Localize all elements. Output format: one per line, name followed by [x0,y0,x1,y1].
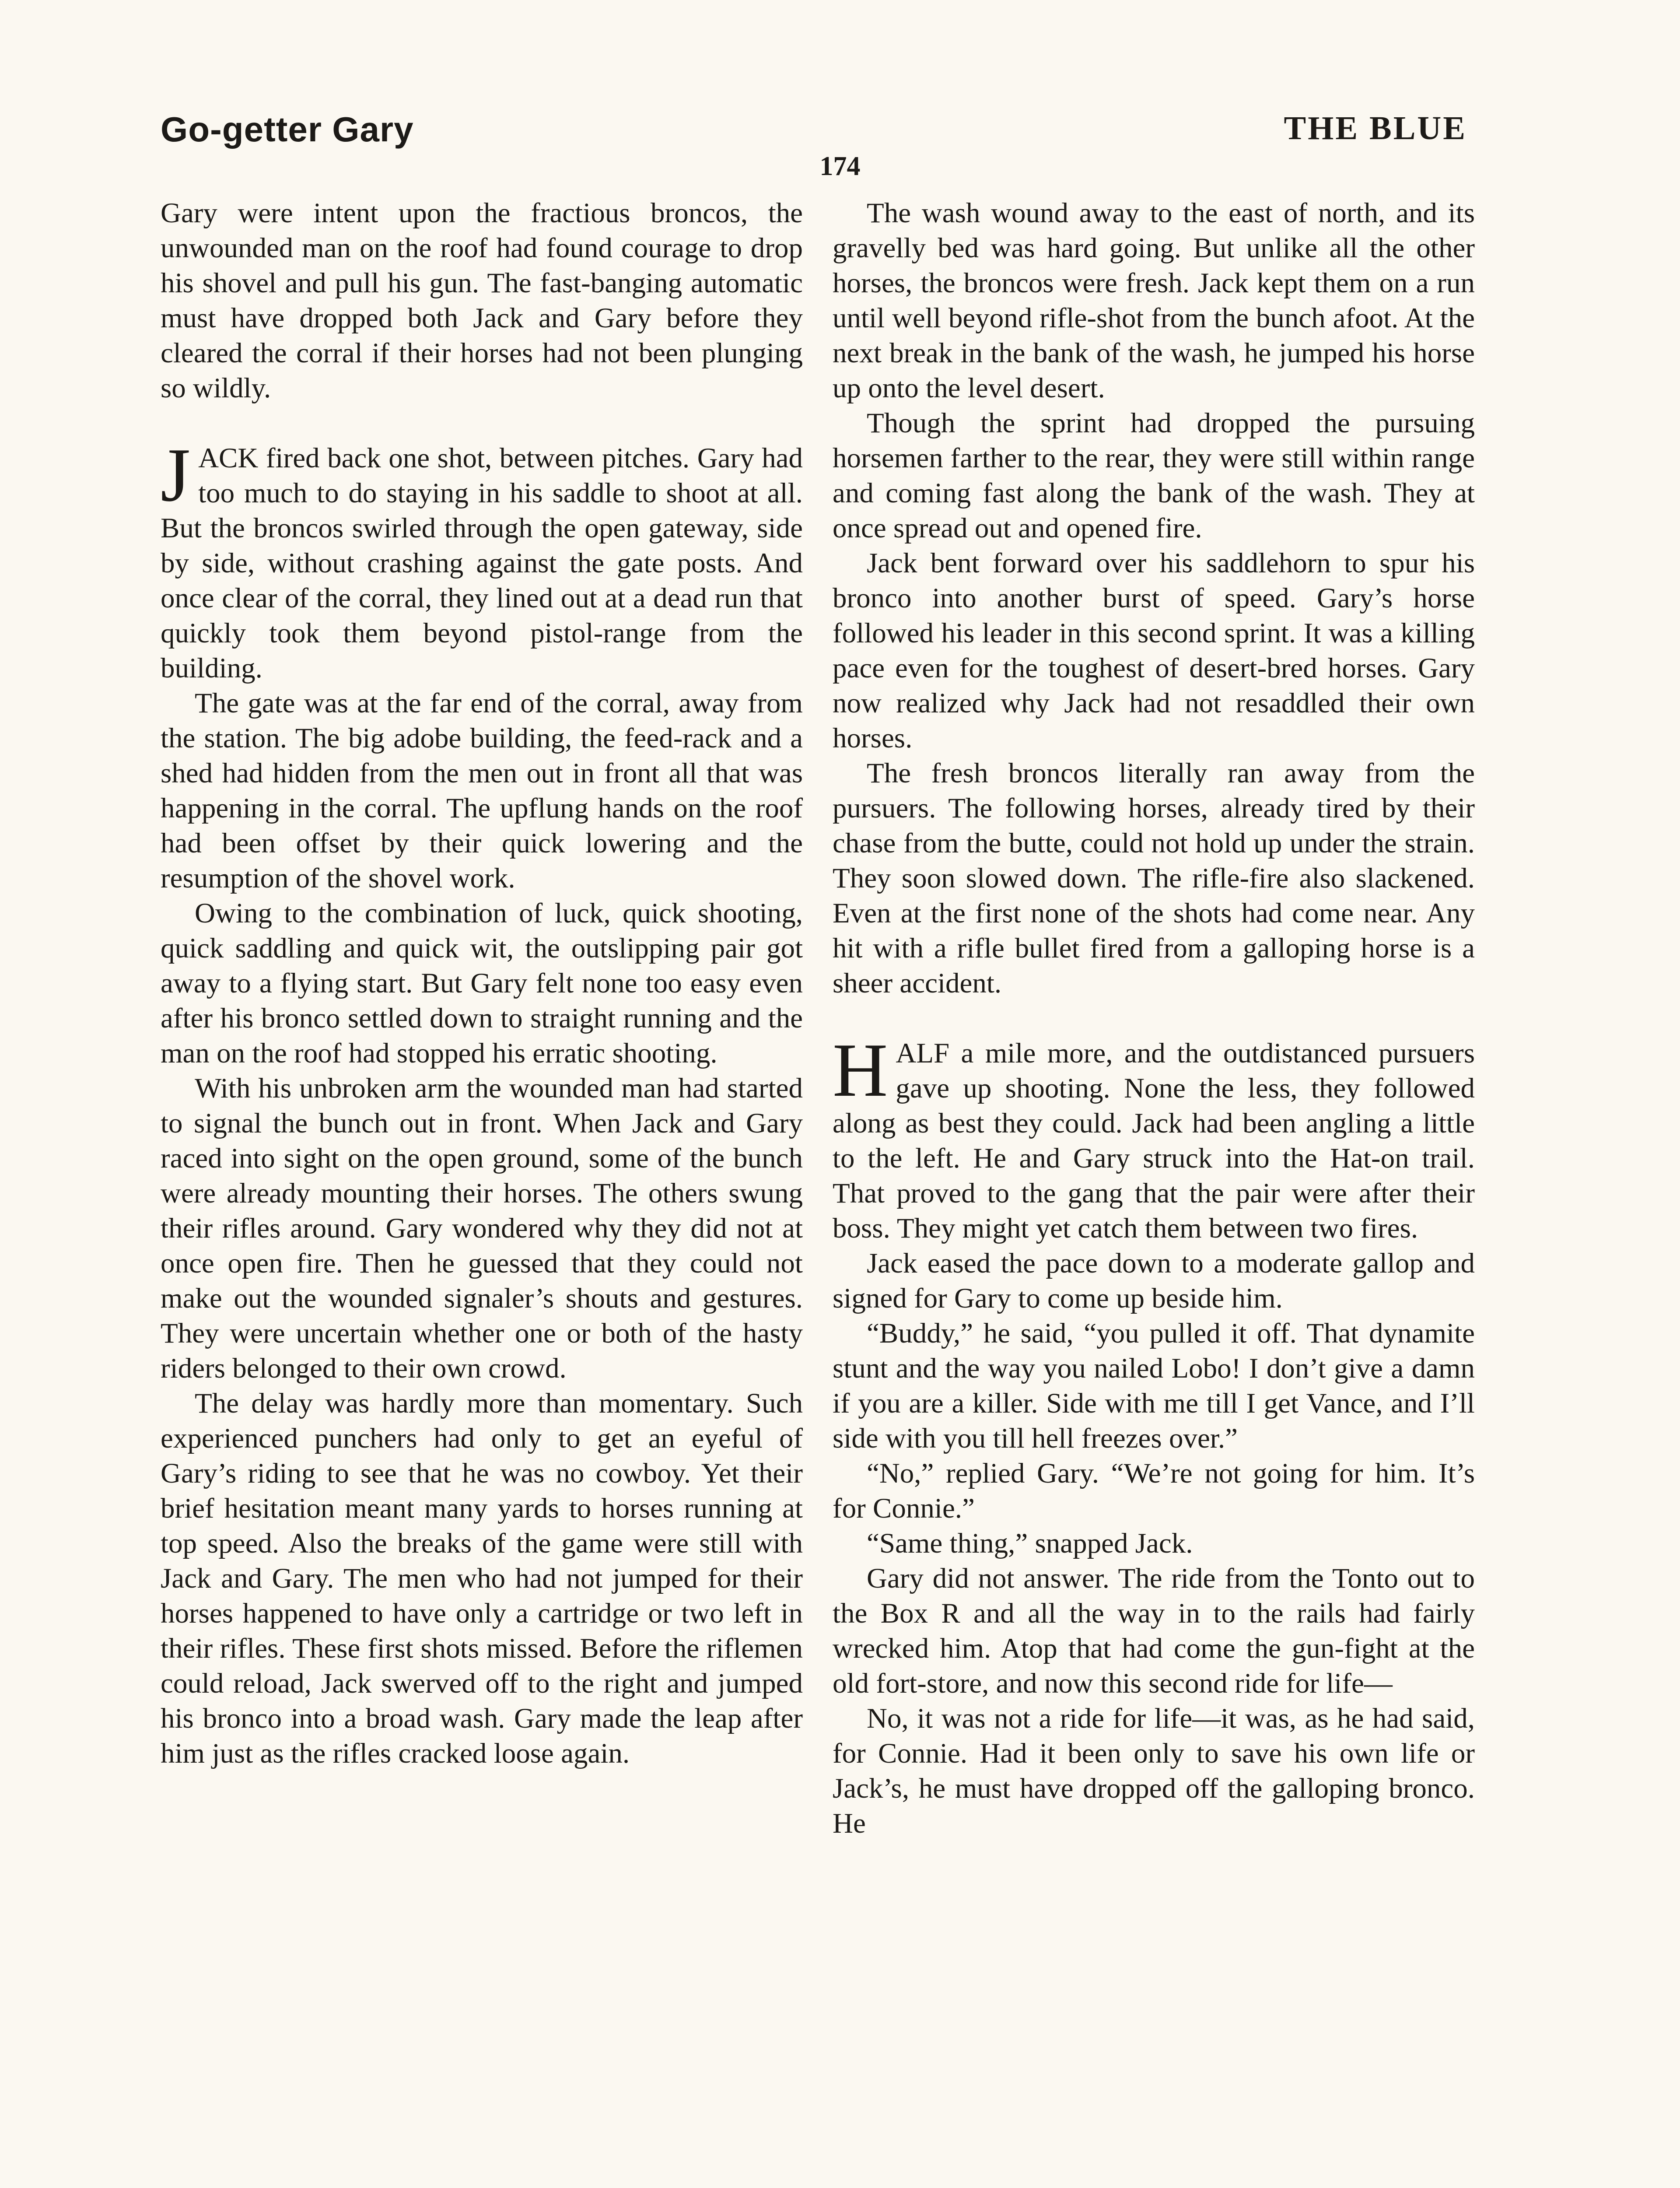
paragraph: Gary did not answer. The ride from the Tonto out to the Box R and all the way in to the rails had fairly wrecked him. Atop that had come the gun-fight at the old fort-store, and now this second ride for life— [833,1563,1475,1699]
paragraph: With his unbroken arm the wounded man had started to signal the bunch out in front. When Jack and Gary raced into sight on the open ground, some of the bunch were already mounting their horses. The others swung their rifles around. Gary wondered why they did not at once open fire. Then he guessed that they could not make out the wounded signaler’s shouts and gestures. They were uncertain whether one or both of the hasty riders belonged to their own crowd. [161,1073,803,1384]
running-title: Go-getter Gary [161,110,414,149]
paragraph: Though the sprint had dropped the pursuing horsemen farther to the rear, they were still within range and coming fast along the bank of the wash. They at once spread out and opened fire. [833,407,1475,544]
paragraph: Gary were intent upon the fractious broncos, the unwounded man on the roof had found courage to drop his shovel and pull his gun. The fast-banging automatic must have dropped both Jack and Gary before they cleared the corral if their horses had not been plunging so wildly. [161,197,803,404]
paragraph: Jack eased the pace down to a moderate gallop and signed for Gary to come up beside him. [833,1248,1475,1314]
paragraph-text: ACK fired back one shot, between pitches. Gary had too much to do staying in his saddle to shoot at all. But the broncos swirled through the open gateway, side by side, without crashing against the gate posts. And once clear of the corral, they lined out at a dead run that quickly took them beyond pistol-range from the building. [161,442,803,684]
right-column [833,196,1475,1841]
paragraph-dropcap [161,432,803,686]
paragraph: The fresh broncos literally ran away from the pursuers. The following horses, already tired by their chase from the butte, could not hold up under the strain. They soon slowed down. The rifle-fire also slackened. Even at the first none of the shots had come near. Any hit with a rifle bullet fired from a galloping horse is a sheer accident. [833,757,1475,999]
paragraph: The gate was at the far end of the corral, away from the station. The big adobe building, the feed-rack and a shed had hidden from the men out in front all that was happening in the corral. The upflung hands on the roof had been offset by their quick lowering and the resumption of the shovel work. [161,687,803,894]
paragraph: The wash wound away to the east of north, and its gravelly bed was hard going. But unlike all the other horses, the broncos were fresh. Jack kept them on a run until well beyond rifle-shot from the bunch afoot. At the next break in the bank of the wash, he jumped his horse up onto the level desert. [833,197,1475,404]
drop-cap: H [833,1027,888,1112]
magazine-name: THE BLUE [1284,110,1467,147]
paragraph-dropcap [833,1027,1475,1246]
drop-cap: J [161,432,191,517]
paragraph: “No,” replied Gary. “We’re not going for him. It’s for Connie.” [833,1458,1475,1524]
paragraph: “Same thing,” snapped Jack. [867,1528,1193,1559]
left-column [161,196,803,1771]
paragraph: No, it was not a ride for life—it was, as he had said, for Connie. Had it been only to save his own life or Jack’s, he must have dropped off the galloping bronco. He [833,1703,1475,1839]
paragraph: The delay was hardly more than momentary. Such experienced punchers had only to get an eyeful of Gary’s riding to see that he was no cowboy. Yet their brief hesitation meant many yards to horses running at top speed. Also the breaks of the game were still with Jack and Gary. The men who had not jumped for their horses happened to have only a cartridge or two left in their rifles. These first shots missed. Before the riflemen could reload, Jack swerved off to the right and jumped his bronco into a broad wash. Gary made the leap after him just as the rifles cracked loose again. [161,1388,803,1769]
paragraph: Jack bent forward over his saddlehorn to spur his bronco into another burst of speed. Gary’s horse followed his leader in this second sprint. It was a killing pace even for the toughest of desert-bred horses. Gary now realized why Jack had not resaddled their own horses. [833,547,1475,754]
paragraph: Owing to the combination of luck, quick shooting, quick saddling and quick wit, the outslipping pair got away to a flying start. But Gary felt none too easy even after his bronco settled down to straight running and the man on the roof had stopped his erratic shooting. [161,898,803,1069]
page-number: 174 [819,151,861,181]
paragraph-text: ALF a mile more, and the outdistanced pursuers gave up shooting. None the less, they followed along as best they could. Jack had been angling a little to the left. He and Gary struck into the Hat-on trail. That proved to the gang that the pair were after their boss. They might yet catch them between two fires. [833,1038,1475,1244]
paragraph: “Buddy,” he said, “you pulled it off. That dynamite stunt and the way you nailed Lobo! I don’t give a damn if you are a killer. Side with me till I get Vance, and I’ll side with you till hell freezes over.” [833,1318,1475,1454]
